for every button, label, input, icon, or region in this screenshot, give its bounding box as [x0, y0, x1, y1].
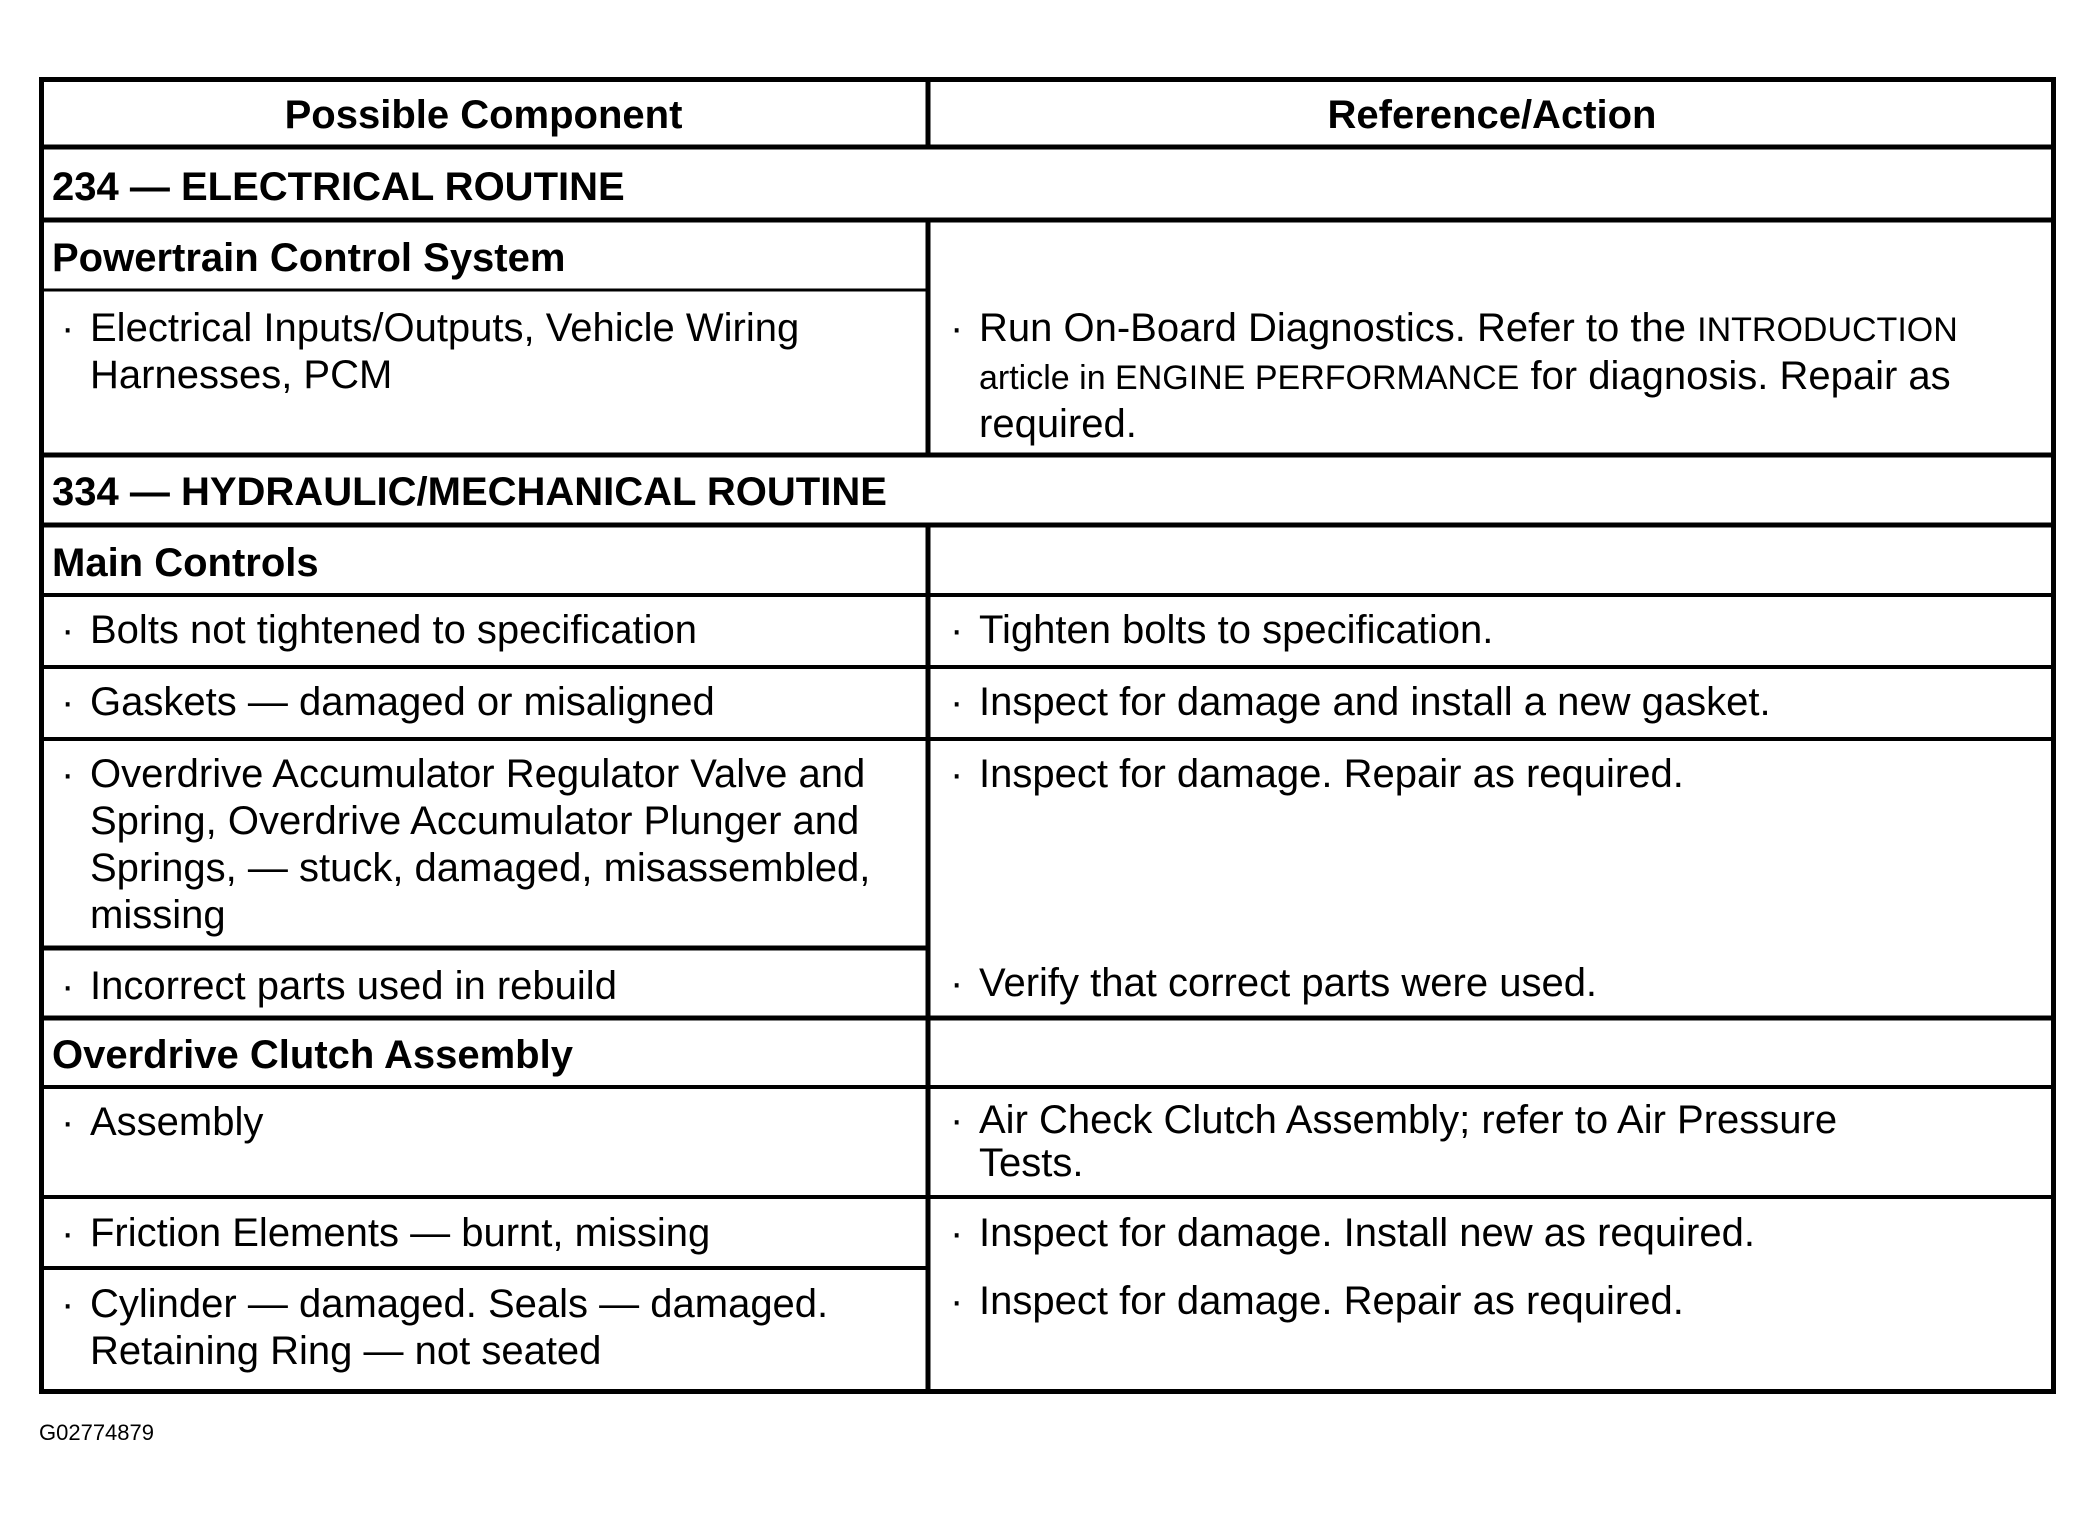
component-assembly: · Assembly: [61, 1100, 264, 1144]
action-inspect-gasket: · Inspect for damage and install a new gasket.: [950, 680, 1771, 724]
component-cylinder: · Cylinder — damaged. Seals — damaged. Retaining Ring — not seated: [61, 1282, 829, 1373]
column-header-action: Reference/Action: [1327, 93, 1657, 137]
section-title-hydraulic: 334 — HYDRAULIC/MECHANICAL ROUTINE: [52, 470, 887, 514]
group-title-main-controls: Main Controls: [52, 541, 319, 585]
action-run-onboard-diagnostics: · Run On-Board Diagnostics. Refer to the INTRODUCTION article in ENGINE PERFORMANCE for diagnosis. Repair as required.: [950, 306, 1958, 446]
section-title-electrical: 234 — ELECTRICAL ROUTINE: [52, 165, 625, 209]
component-friction-elements: · Friction Elements — burnt, missing: [61, 1211, 711, 1255]
component-overdrive-accumulator: · Overdrive Accumulator Regulator Valve and Spring, Overdrive Accumulator Plunger and Springs, — stuck, damaged, misassembled, missing: [61, 752, 871, 937]
action-air-check: · Air Check Clutch Assembly; refer to Air Pressure Tests.: [950, 1098, 1838, 1185]
diagnosis-table: [39, 77, 2056, 1394]
action-install-new: · Inspect for damage. Install new as required.: [950, 1211, 1755, 1255]
component-gaskets: · Gaskets — damaged or misaligned: [61, 680, 715, 724]
action-inspect-repair: · Inspect for damage. Repair as required.: [950, 752, 1684, 796]
column-header-component: Possible Component: [284, 93, 683, 137]
action-verify-parts: · Verify that correct parts were used.: [950, 961, 1598, 1005]
component-bolts: · Bolts not tightened to specification: [61, 608, 698, 652]
action-tighten-bolts: · Tighten bolts to specification.: [950, 608, 1494, 652]
group-title-powertrain: Powertrain Control System: [52, 236, 566, 280]
group-title-overdrive-clutch: Overdrive Clutch Assembly: [52, 1033, 573, 1077]
component-incorrect-parts: · Incorrect parts used in rebuild: [61, 964, 617, 1008]
action-inspect-repair-cylinder: · Inspect for damage. Repair as required.: [950, 1279, 1684, 1323]
figure-code: G02774879: [39, 1420, 154, 1445]
component-electrical-inputs: · Electrical Inputs/Outputs, Vehicle Wiring Harnesses, PCM: [61, 306, 800, 397]
